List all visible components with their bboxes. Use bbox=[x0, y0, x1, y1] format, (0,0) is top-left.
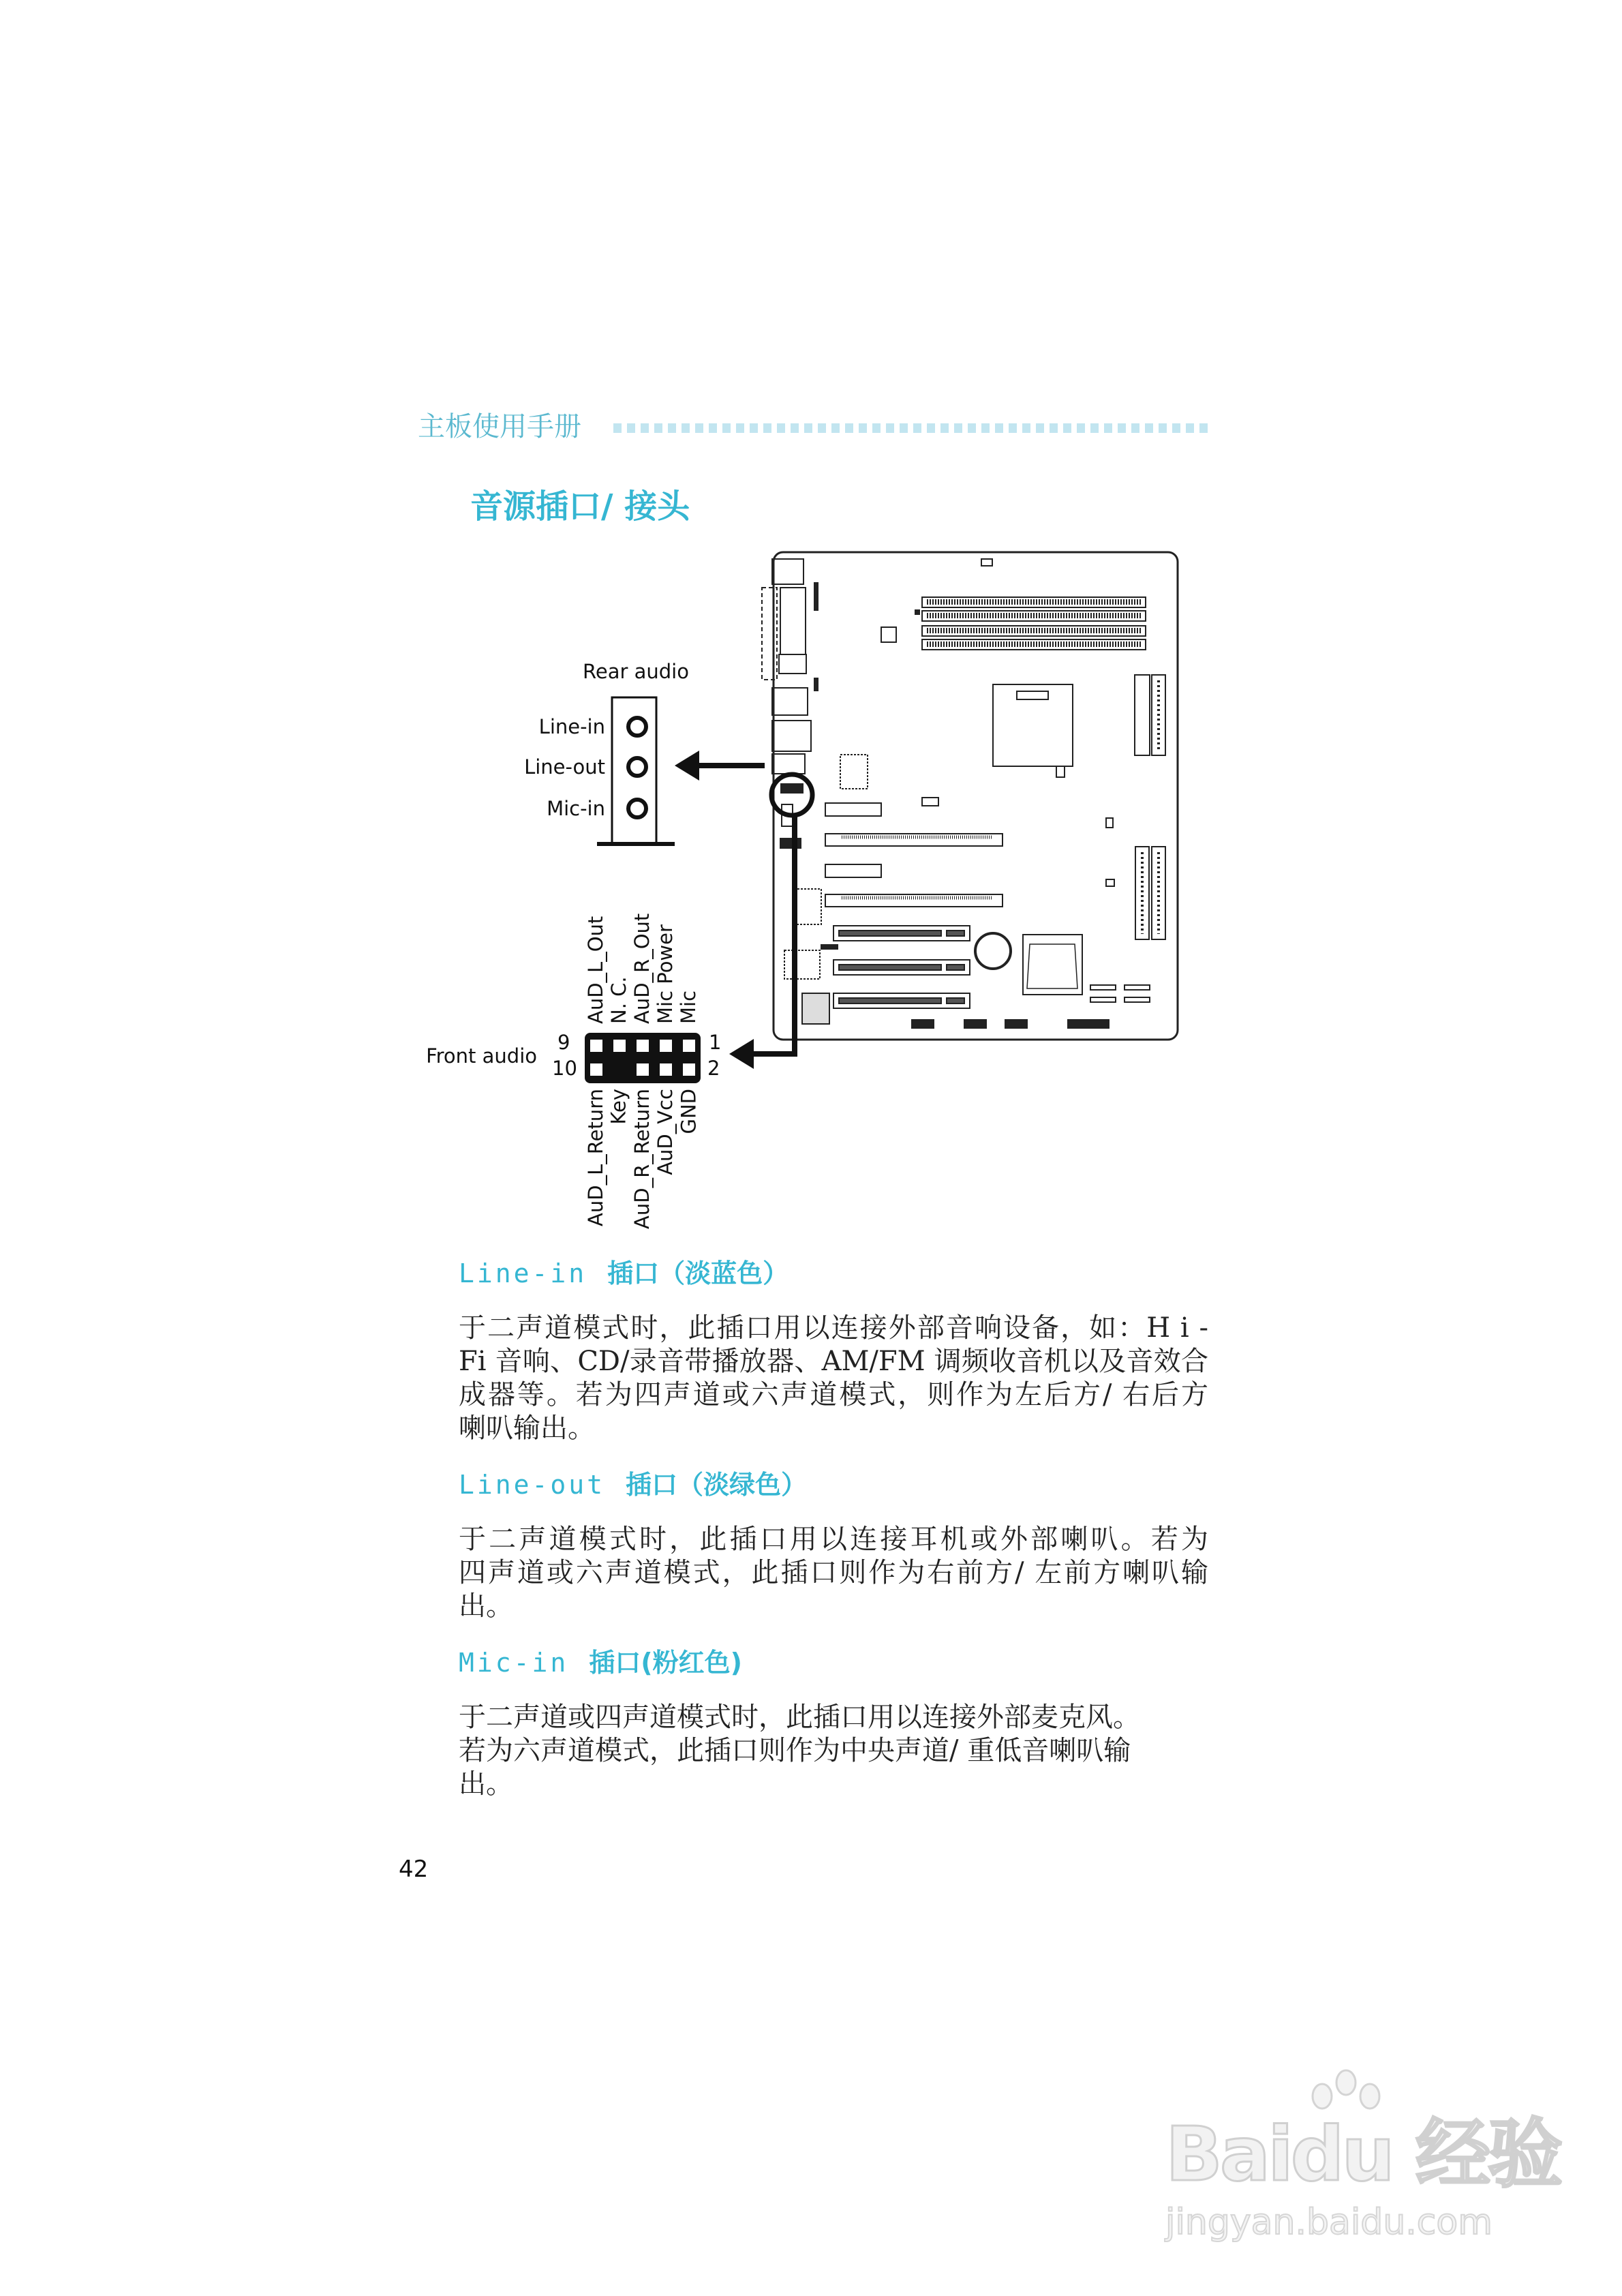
pin-label-aud-l-return: AuD_L_Return bbox=[584, 1089, 607, 1226]
pin-label-aud-r-out: AuD_R_Out bbox=[630, 913, 654, 1024]
text-line: 若为六声道模式，此插口则作为中央声道/ 重低音喇叭输 bbox=[459, 1735, 1131, 1766]
heading-port-name: Line-in bbox=[459, 1258, 587, 1288]
line-out-description bbox=[459, 1523, 1208, 1623]
motherboard-layout bbox=[762, 552, 1178, 1040]
heading-label: 插口(粉红色) bbox=[589, 1648, 743, 1678]
mic-in-description bbox=[459, 1701, 1174, 1801]
line-out-heading bbox=[459, 1468, 1208, 1502]
mic-in-label: Mic-in bbox=[547, 797, 605, 820]
watermark-url-text: jingyan.baidu.com bbox=[1165, 2202, 1493, 2243]
text-line: Fi 音响、CD/录音带播放器、AM/FM 调频收音机以及音效合 bbox=[459, 1346, 1208, 1377]
heading-label: 插口 bbox=[626, 1470, 678, 1500]
pin-label-wrap bbox=[630, 1089, 677, 1245]
front-audio-header-connector bbox=[585, 1033, 701, 1083]
pin-label-mic-power: Mic Power bbox=[654, 924, 677, 1024]
text-line: 于二声道或四声道模式时，此插口用以连接外部麦克风。 bbox=[459, 1702, 1140, 1733]
pin-label-wrap bbox=[564, 1089, 607, 1245]
pin-label-wrap bbox=[656, 1089, 700, 1245]
mic-in-heading bbox=[459, 1646, 1208, 1680]
pin-label-gnd: GND bbox=[677, 1089, 700, 1134]
pin-label-aud-r-return: AuD_R_Return bbox=[630, 1089, 654, 1229]
arrow-to-front-audio-icon bbox=[729, 815, 795, 1069]
line-in-label: Line-in bbox=[538, 715, 605, 738]
baidu-jingyan-watermark bbox=[1159, 2066, 1561, 2250]
page-number: 42 bbox=[399, 1856, 429, 1883]
section-title: 音源插口/ 接头 bbox=[470, 487, 690, 526]
text-line: 于二声道模式时，此插口用以连接耳机或外部喇叭。若为 bbox=[459, 1524, 1208, 1555]
rear-audio-label: Rear audio bbox=[583, 660, 689, 683]
text-line: 四声道或六声道模式，此插口则作为右前方/ 左前方喇叭输 bbox=[459, 1557, 1208, 1588]
text-line: 出。 bbox=[459, 1768, 513, 1800]
heading-port-name: Mic-in bbox=[459, 1648, 569, 1678]
arrow-to-rear-audio-icon bbox=[675, 751, 765, 781]
line-in-heading bbox=[459, 1256, 1208, 1290]
pin-10-label: 10 bbox=[552, 1057, 577, 1080]
line-out-label: Line-out bbox=[524, 755, 605, 779]
heading-color-note: （淡蓝色） bbox=[659, 1258, 789, 1288]
watermark-logo-text: Baidu 经验 bbox=[1165, 2111, 1561, 2198]
pin-label-nc: N. C. bbox=[607, 976, 630, 1024]
mic-in-jack-icon bbox=[628, 800, 646, 817]
pin-9-label: 9 bbox=[557, 1031, 570, 1054]
onboard-audio-header bbox=[781, 784, 803, 793]
line-out-jack-icon bbox=[628, 758, 646, 776]
text-line: 成器等。若为四声道或六声道模式，则作为左后方/ 右后方 bbox=[459, 1379, 1208, 1410]
pin-1-label: 1 bbox=[709, 1031, 722, 1054]
pin-label-key: Key bbox=[607, 1089, 630, 1125]
pin-label-wrap bbox=[607, 1089, 654, 1245]
line-in-description bbox=[459, 1312, 1208, 1445]
paw-logo-icon bbox=[1295, 2066, 1397, 2113]
text-line: 于二声道模式时，此插口用以连接外部音响设备，如：H i - bbox=[459, 1312, 1208, 1344]
front-audio-label: Front audio bbox=[426, 1044, 537, 1068]
pin-label-aud-vcc: AuD_Vcc bbox=[654, 1089, 677, 1175]
pin-label-wrap bbox=[584, 1089, 630, 1245]
rear-audio-panel bbox=[597, 697, 675, 844]
manual-title: 主板使用手册 bbox=[418, 411, 581, 442]
pin-2-label: 2 bbox=[707, 1057, 720, 1080]
port-descriptions bbox=[459, 1256, 1208, 1824]
heading-port-name: Line-out bbox=[459, 1470, 606, 1500]
text-line: 出。 bbox=[459, 1590, 513, 1622]
heading-color-note: （淡绿色） bbox=[677, 1470, 808, 1500]
line-in-jack-icon bbox=[628, 718, 646, 736]
heading-label: 插口 bbox=[607, 1258, 660, 1288]
text-line: 喇叭输出。 bbox=[459, 1413, 595, 1444]
pin-label-aud-l-out: AuD_L_Out bbox=[584, 916, 607, 1024]
pin-label-mic: Mic bbox=[677, 990, 700, 1024]
